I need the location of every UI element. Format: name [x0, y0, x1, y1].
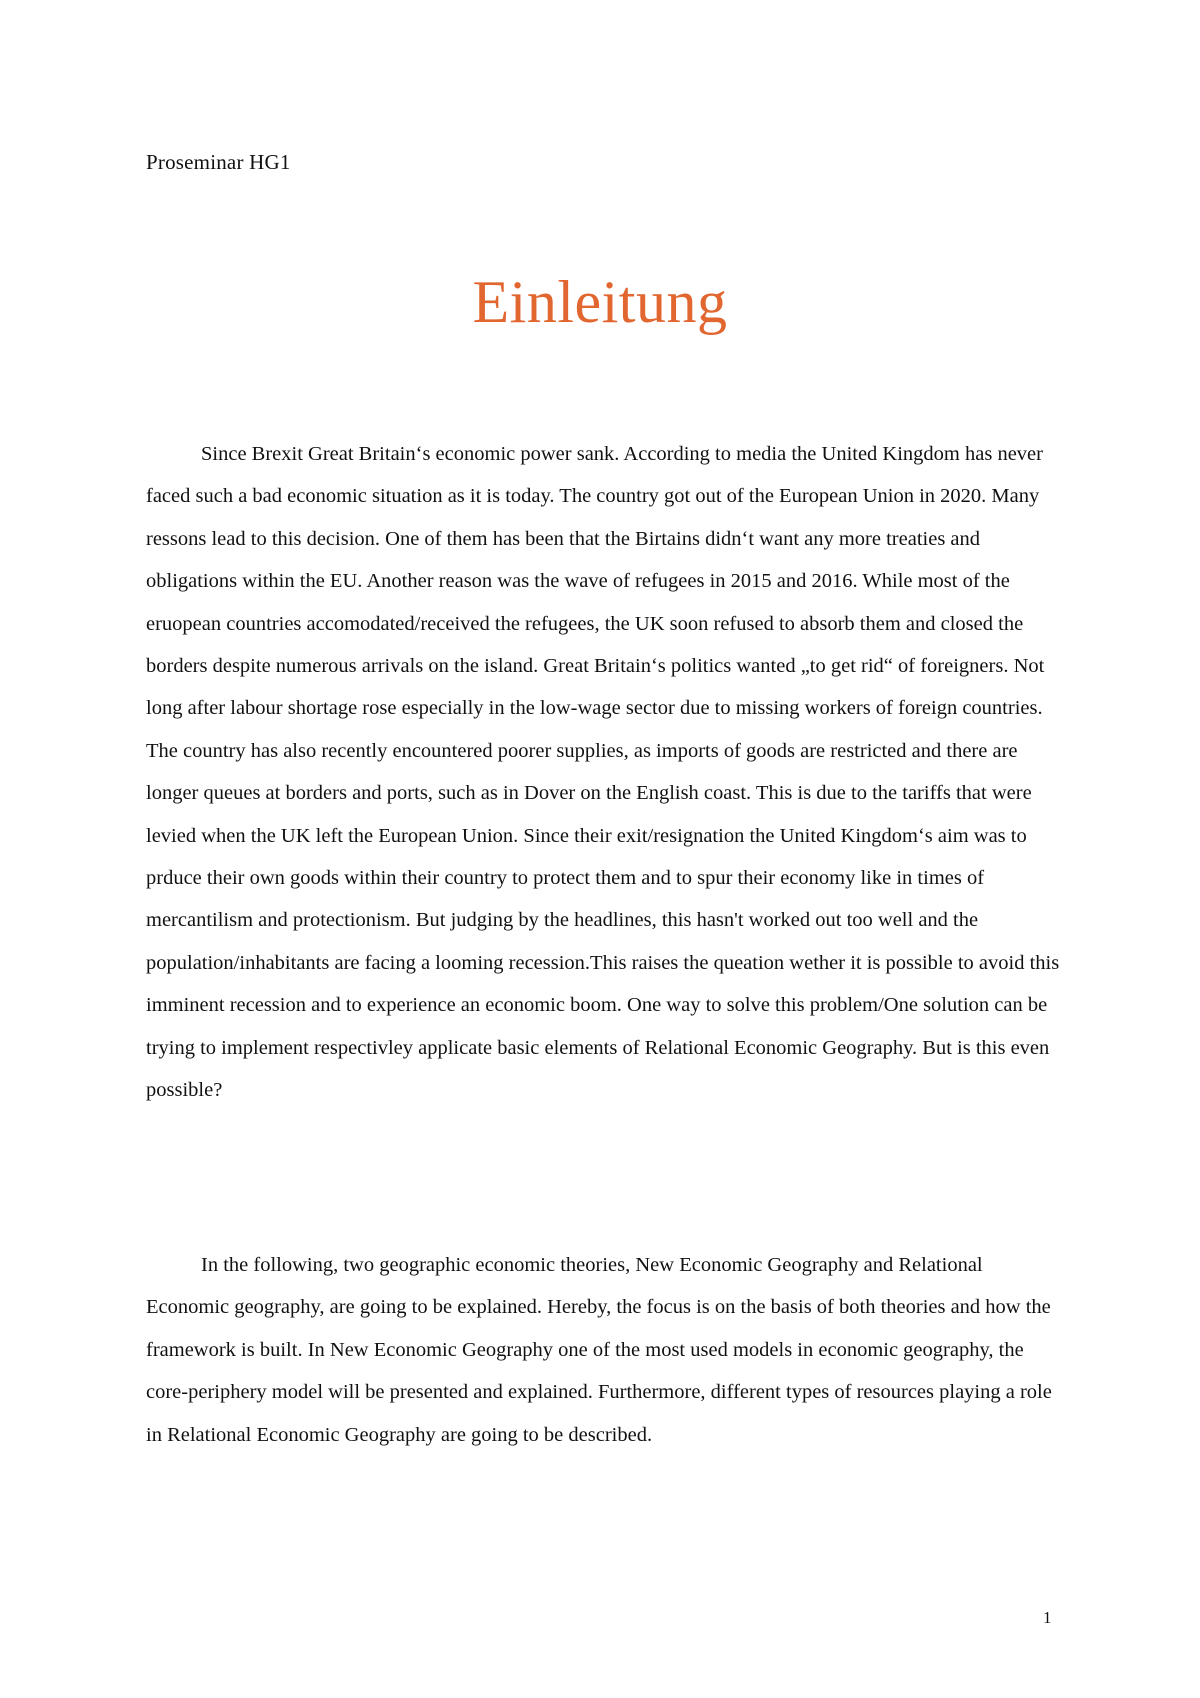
intro-paragraph: Since Brexit Great Britain‘s economic power sank. According to media the United Kingdom has never faced such a bad economic situation as it is today. The country got out of the European Union in 2020. Many ressons lead to this decision. One of them has been that the Birtains didn‘t want any more treaties and obligations within the EU. Another reason was the wave of refugees in 2015 and 2016. While most of the eruopean countries accomodated/received the refugees, the UK soon refused to absorb them and closed the borders despite numerous arrivals on the island. Great Britain‘s politics wanted „to get rid“ of foreigners. Not long after labour shortage rose especially in the low-wage sector due to missing workers of foreign countries. The country has also recently encountered poorer supplies, as imports of goods are restricted and there are longer queues at borders and ports, such as in Dover on the English coast. This is due to the tariffs that were levied when the UK left the European Union. Since their exit/resignation the United Kingdom‘s aim was to prduce their own goods within their country to protect them and to spur their economy like in times of mercantilism and protectionism. But judging by the headlines, this hasn't worked out too well and the population/inhabitants are facing a looming recession.This raises the queation wether it is possible to avoid this imminent recession and to experience an economic boom. One way to solve this problem/One solution can be trying to implement respectivley applicate basic elements of Relational Economic Geography. But is this even possible?: [146, 443, 1060, 1102]
page-title: Einleitung: [472, 269, 728, 335]
page-number: 1: [1043, 1608, 1052, 1627]
course-header: Proseminar HG1: [146, 150, 291, 174]
overview-paragraph: In the following, two geographic economic theories, New Economic Geography and Relational Economic geography, are going to be explained. Hereby, the focus is on the basis of both theories and how the framework is built. In New Economic Geography one of the most used models in economic geography, the core-periphery model will be presented and explained. Furthermore, different types of resources playing a role in Relational Economic Geography are going to be described.: [146, 1254, 1052, 1446]
